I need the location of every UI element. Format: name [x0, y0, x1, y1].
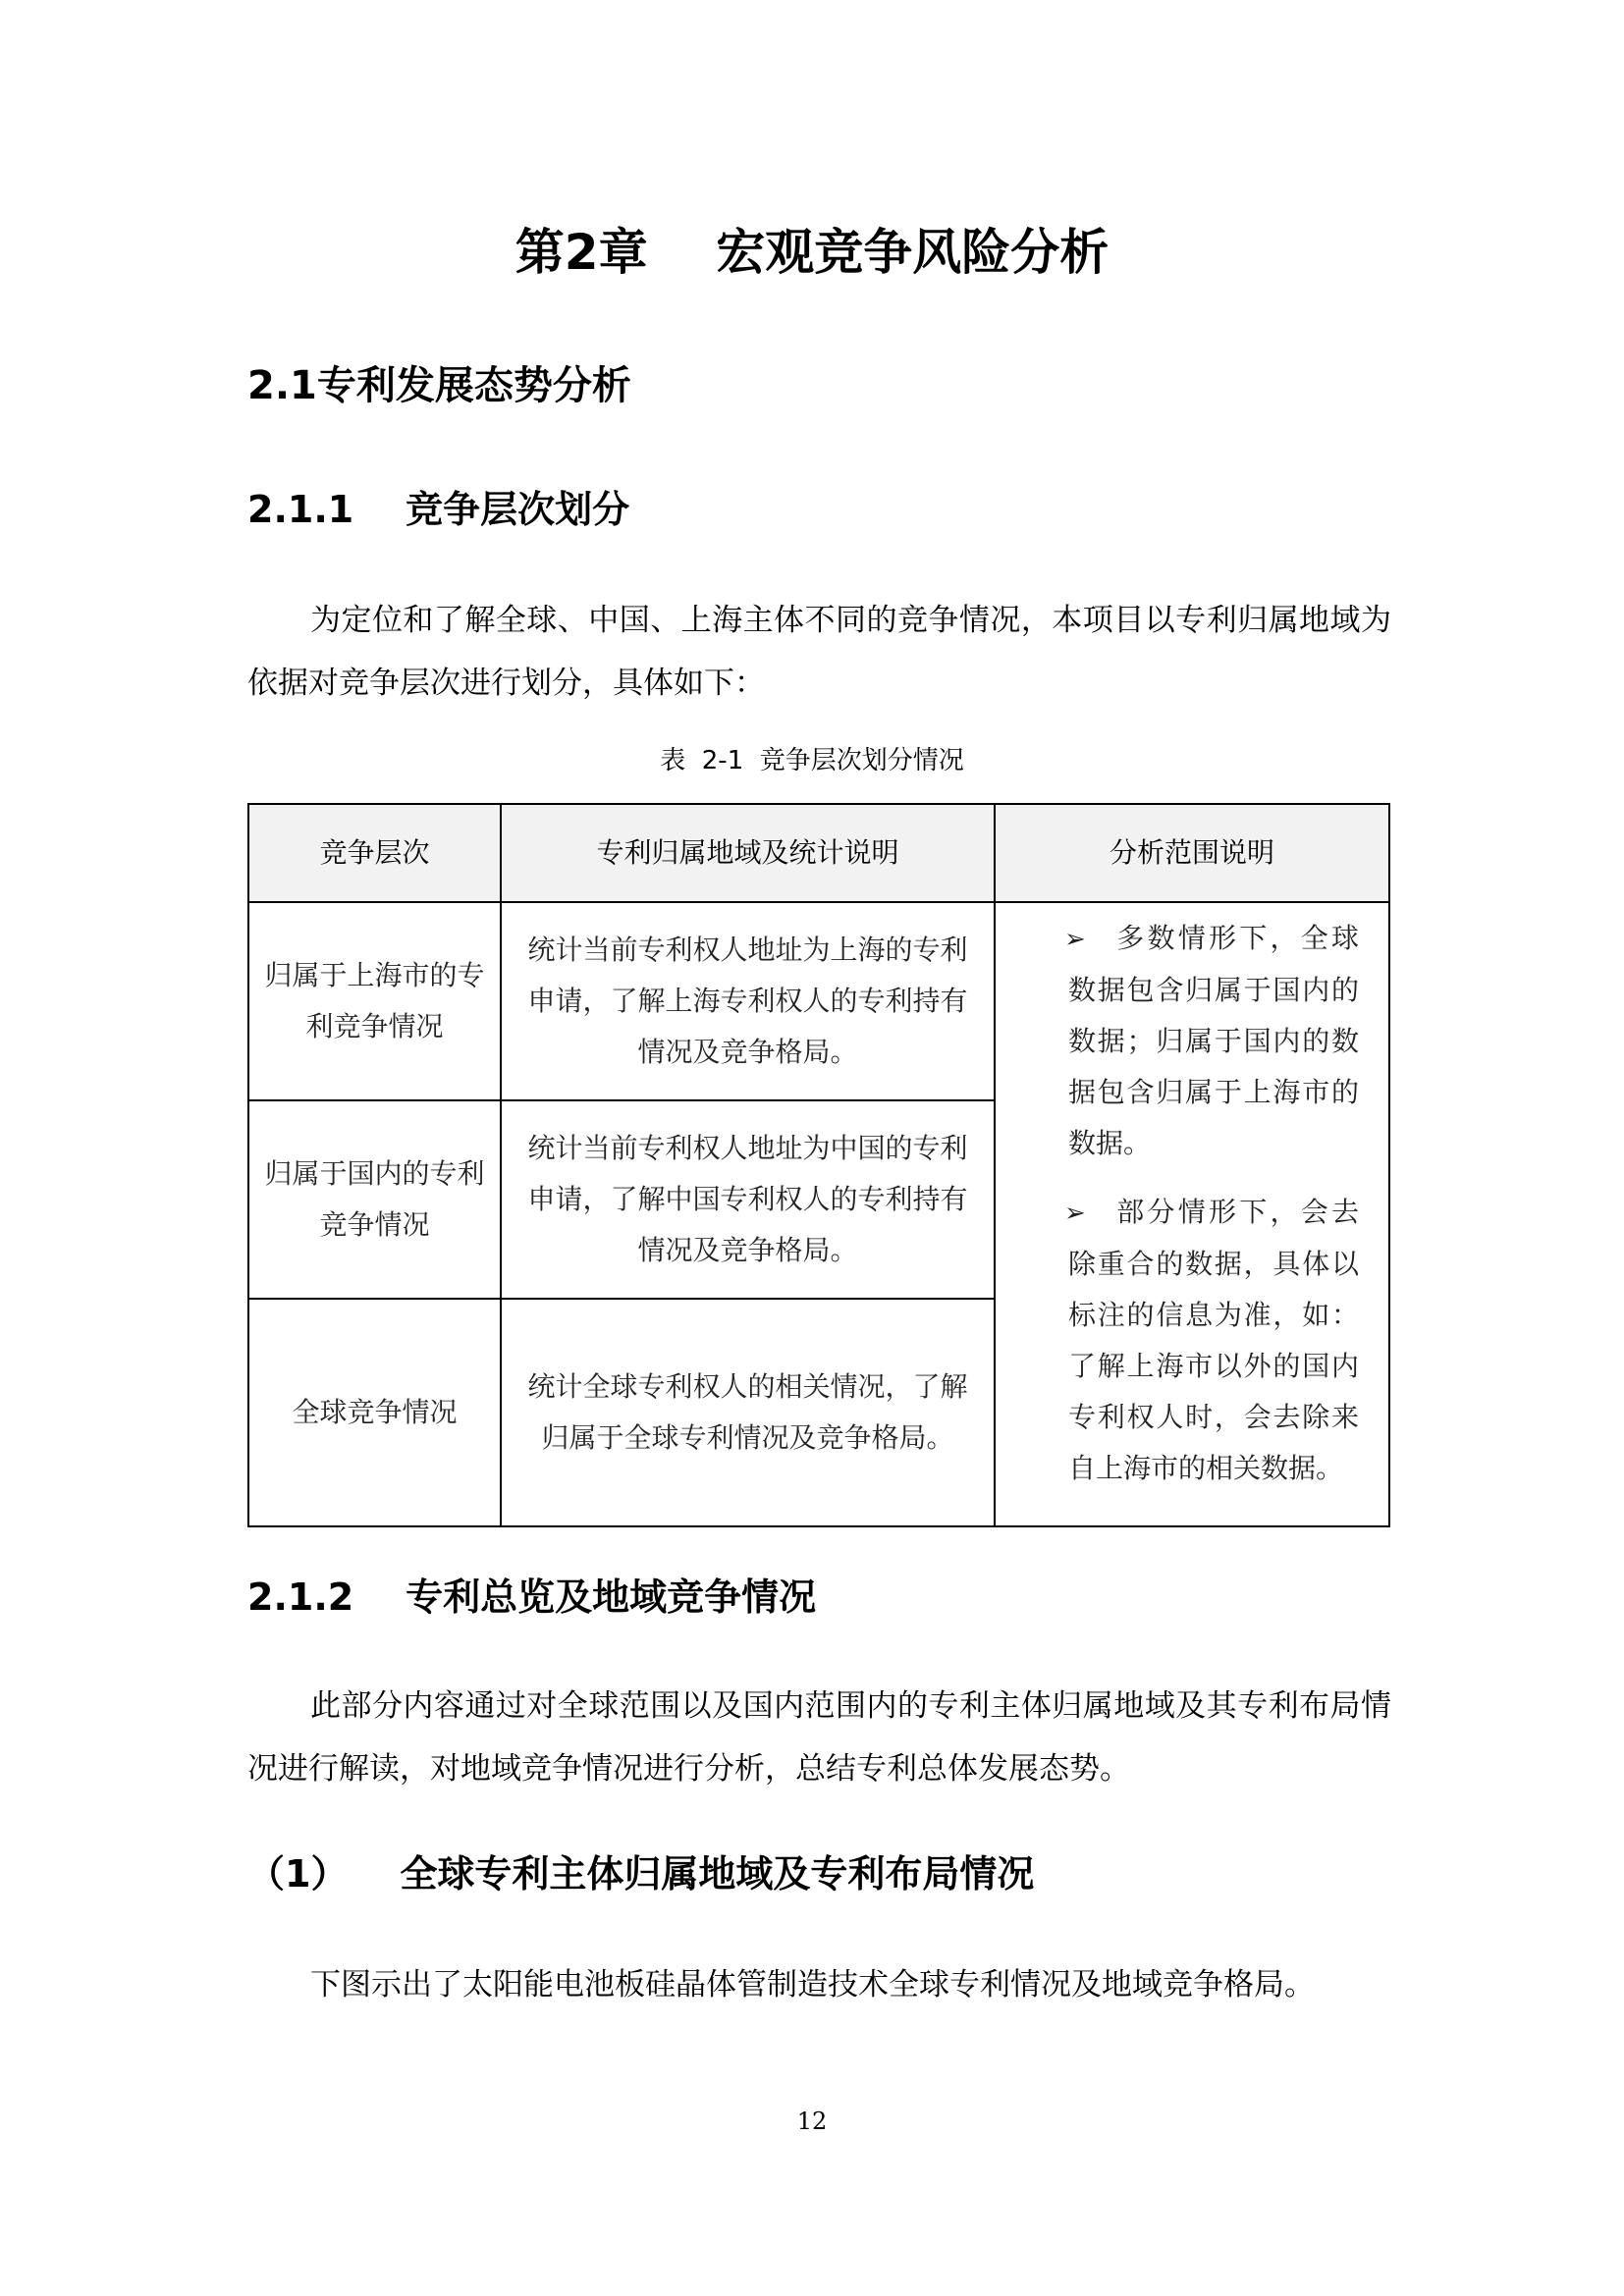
scope-note-text: 多数情形下，全球数据包含归属于国内的数据；归属于国内的数据包含归属于上海市的数据。: [1068, 922, 1359, 1159]
subsection-title-2-1-2: 2.1.2 专利总览及地域竞争情况: [247, 1575, 817, 1619]
subsection-title-2-1-1: 2.1.1 竞争层次划分: [247, 488, 630, 531]
competition-level-table: [247, 803, 1390, 1527]
row-level: 归属于上海市的专利竞争情况: [248, 902, 501, 1100]
row-level: 全球竞争情况: [248, 1299, 501, 1526]
chapter-title: 第2章 宏观竞争风险分析: [514, 224, 1110, 281]
subheading-global: （1） 全球专利主体归属地域及专利布局情况: [247, 1852, 1035, 1896]
overview-paragraph: 此部分内容通过对全球范围以及国内范围内的专利主体归属地域及其专利布局情况进行解读，对地域竞争情况进行分析，总结专利总体发展态势。: [247, 1688, 1391, 1787]
header-level: 竞争层次: [248, 804, 501, 902]
header-scope: 分析范围说明: [995, 804, 1389, 902]
scope-notes-cell: [995, 902, 1389, 1526]
scope-note-text: 部分情形下，会去除重合的数据，具体以标注的信息为准，如：了解上海市以外的国内专利权人时，会去除来自上海市的相关数据。: [1068, 1196, 1359, 1484]
scope-note: [1064, 1187, 1359, 1494]
row-description: 统计全球专利权人的相关情况，了解归属于全球专利情况及竞争格局。: [501, 1299, 995, 1526]
table-row: [248, 902, 1389, 1100]
row-description: 统计当前专利权人地址为上海的专利申请，了解上海专利权人的专利持有情况及竞争格局。: [501, 902, 995, 1100]
header-description: 专利归属地域及统计说明: [501, 804, 995, 902]
section-title: 2.1专利发展态势分析: [247, 363, 631, 408]
page-number: 12: [796, 2108, 828, 2135]
arrow-bullet-icon: ➢: [1064, 1199, 1086, 1228]
row-level: 归属于国内的专利竞争情况: [248, 1100, 501, 1299]
table-header-row: [248, 804, 1389, 902]
closing-sentence: 下图示出了太阳能电池板硅晶体管制造技术全球专利情况及地域竞争格局。: [310, 1967, 1315, 2002]
scope-note: [1064, 913, 1359, 1169]
table-caption: 表 2-1 竞争层次划分情况: [660, 746, 964, 775]
intro-paragraph: 为定位和了解全球、中国、上海主体不同的竞争情况，本项目以专利归属地域为依据对竞争层次进行划分，具体如下：: [247, 603, 1391, 701]
arrow-bullet-icon: ➢: [1064, 925, 1086, 954]
row-description: 统计当前专利权人地址为中国的专利申请，了解中国专利权人的专利持有情况及竞争格局。: [501, 1100, 995, 1299]
